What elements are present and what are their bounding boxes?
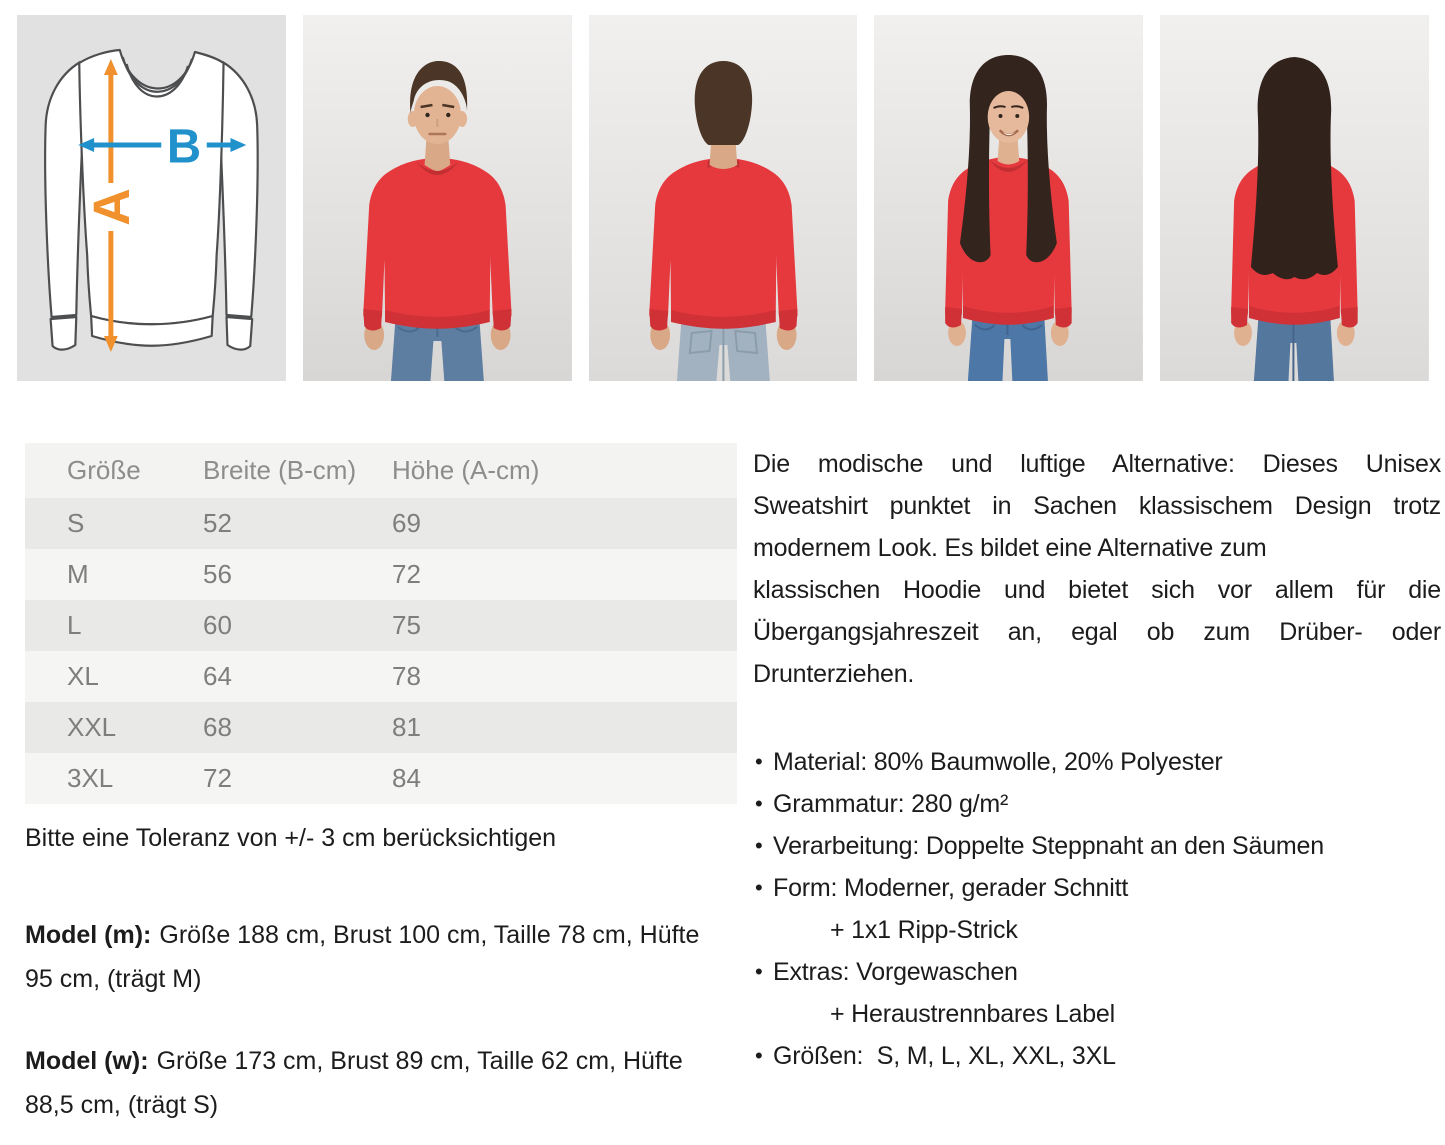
model-m-label: Model (m): xyxy=(25,921,152,949)
bullet-icon: • xyxy=(755,791,763,816)
width-label-b: B xyxy=(166,120,202,174)
model-w-label: Model (w): xyxy=(25,1047,149,1075)
red-sweatshirt-back xyxy=(649,157,797,330)
female-model-front-illustration xyxy=(874,15,1143,381)
product-feature-list xyxy=(753,741,1441,1077)
col-header-hoehe: Höhe (A-cm) xyxy=(392,443,737,498)
description-line: Drunterziehen. xyxy=(753,660,915,688)
cell-hoehe: 75 xyxy=(392,600,737,651)
female-head-back xyxy=(1251,57,1338,279)
cell-hoehe: 69 xyxy=(392,498,737,549)
table-row-xl xyxy=(25,651,737,702)
size-diagram-illustration xyxy=(17,15,286,381)
description-line: klassischen Hoodie und bietet sich vor allem für die xyxy=(753,576,1441,604)
description-line: Die modische und luftige Alternative: Dieses Unisex xyxy=(753,450,1441,478)
feature-groessen: • Größen: S, M, L, XL, XXL, 3XL xyxy=(753,1035,1441,1077)
bullet-icon: • xyxy=(755,749,763,774)
cell-size: M xyxy=(25,549,203,600)
cell-breite: 52 xyxy=(203,498,392,549)
model-w-measurements xyxy=(25,1039,730,1127)
product-description xyxy=(753,443,1441,695)
feature-material: • Material: 80% Baumwolle, 20% Polyester xyxy=(753,741,1441,783)
bullet-icon: • xyxy=(755,1043,763,1068)
size-table-header-row xyxy=(25,443,737,498)
photo-female-model-back[interactable] xyxy=(1160,15,1429,381)
cell-size: XXL xyxy=(25,702,203,753)
cell-breite: 56 xyxy=(203,549,392,600)
size-diagram-image[interactable] xyxy=(17,15,286,381)
cell-size: L xyxy=(25,600,203,651)
col-header-breite: Breite (B-cm) xyxy=(203,443,392,498)
cell-hoehe: 78 xyxy=(392,651,737,702)
cell-hoehe: 84 xyxy=(392,753,737,804)
model-w-text: Größe 173 cm, Brust 89 cm, Taille 62 cm, Hüfte 88,5 cm, (trägt S) xyxy=(25,1047,683,1119)
cell-size: 3XL xyxy=(25,753,203,804)
cell-hoehe: 81 xyxy=(392,702,737,753)
table-row-xxl xyxy=(25,702,737,753)
tolerance-note: Bitte eine Toleranz von +/- 3 cm berücksichtigen xyxy=(25,824,557,852)
description-line: modernem Look. Es bildet eine Alternative zum xyxy=(753,534,1267,562)
table-row-3xl xyxy=(25,753,737,804)
photo-male-model-back[interactable] xyxy=(589,15,858,381)
feature-verarbeitung: • Verarbeitung: Doppelte Steppnaht an den Säumen xyxy=(753,825,1441,867)
cell-size: S xyxy=(25,498,203,549)
sweatshirt-outline xyxy=(45,50,258,350)
male-model-front-illustration xyxy=(303,15,572,381)
cell-breite: 64 xyxy=(203,651,392,702)
height-label-a: A xyxy=(82,188,140,226)
product-info-section xyxy=(0,443,1445,1127)
size-table xyxy=(25,443,737,804)
description-line: Sweatshirt punktet in Sachen klassischem Design trotz xyxy=(753,492,1441,520)
size-info-column xyxy=(25,443,737,1127)
table-row-s xyxy=(25,498,737,549)
bullet-icon: • xyxy=(755,875,763,900)
feature-extras-extra: + Heraustrennbares Label xyxy=(830,1000,1115,1028)
feature-extras: • Extras: Vorgewaschen + Heraustrennbares Label xyxy=(753,951,1441,1035)
feature-form: • Form: Moderner, gerader Schnitt + 1x1 Ripp-Strick xyxy=(753,867,1441,951)
feature-grammatur: • Grammatur: 280 g/m² xyxy=(753,783,1441,825)
feature-form-extra: + 1x1 Ripp-Strick xyxy=(830,916,1018,944)
cell-breite: 68 xyxy=(203,702,392,753)
description-line: Übergangsjahreszeit an, egal ob zum Drüber- oder xyxy=(753,618,1441,646)
cell-hoehe: 72 xyxy=(392,549,737,600)
cell-breite: 72 xyxy=(203,753,392,804)
table-row-l xyxy=(25,600,737,651)
cell-size: XL xyxy=(25,651,203,702)
bullet-icon: • xyxy=(755,833,763,858)
bullet-icon: • xyxy=(755,959,763,984)
photo-male-model-front[interactable] xyxy=(303,15,572,381)
female-model-back-illustration xyxy=(1160,15,1429,381)
table-row-m xyxy=(25,549,737,600)
product-image-gallery xyxy=(0,0,1445,381)
male-model-back-illustration xyxy=(589,15,858,381)
model-m-measurements xyxy=(25,913,730,1001)
col-header-groesse: Größe xyxy=(25,443,203,498)
cell-breite: 60 xyxy=(203,600,392,651)
photo-female-model-front[interactable] xyxy=(874,15,1143,381)
red-sweatshirt xyxy=(363,158,511,330)
model-m-text: Größe 188 cm, Brust 100 cm, Taille 78 cm, Hüfte 95 cm, (trägt M) xyxy=(25,921,700,993)
description-column xyxy=(753,443,1441,1127)
